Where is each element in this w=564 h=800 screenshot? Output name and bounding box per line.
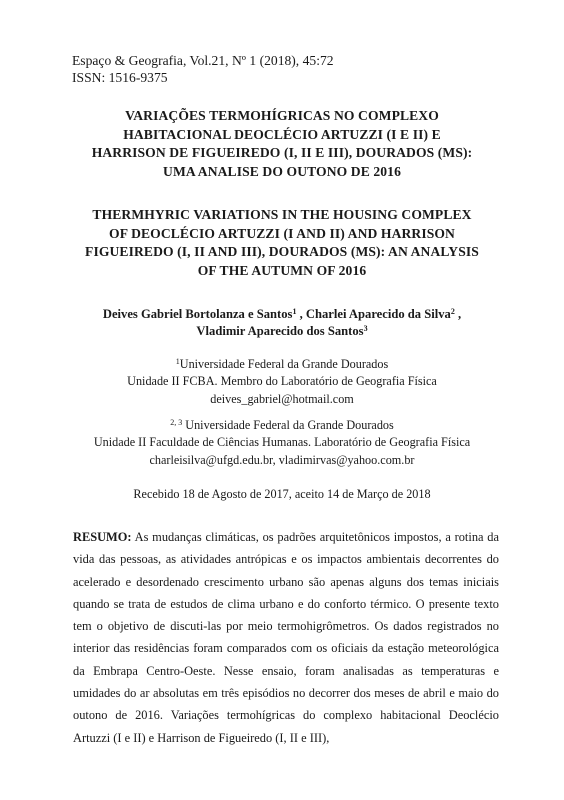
abstract: [73, 526, 499, 749]
affiliation-1: [60, 356, 504, 408]
abstract-text: As mudanças climáticas, os padrões arquitetônicos impostos, a rotina da vida das pessoas, as atividades antrópicas e os impactos ambientais decorrentes do acelerado e desordenado crescimento urbano são apenas alguns dos temas iniciais quando se trata de estudos de clima urbano e do conforto térmico. O presente texto tem o objetivo de discuti-las por meio termohigrômetros. Os dados registrados no interior das residências foram comparados com os oficiais da estação meteorológica da Embrapa Centro-Oeste. Nesse ensaio, foram analisadas as temperaturas e umidades do ar absolutas em três episódios no decorrer dos meses de abril e maio do outono de 2016. Variações termohígricas do complexo habitacional Deoclécio Artuzzi (I e II) e Harrison de Figueiredo (I, II e III),: [73, 530, 499, 745]
author-affiliation-mark: 2: [450, 307, 455, 316]
author-affiliation-mark: 3: [363, 324, 368, 333]
affiliation-institution: Universidade Federal da Grande Dourados: [185, 418, 394, 432]
journal-header: [72, 52, 334, 86]
received-dates: Recebido 18 de Agosto de 2017, aceito 14 de Março de 2018: [133, 487, 431, 501]
title-pt-line: VARIAÇÕES TERMOHÍGRICAS NO COMPLEXO: [125, 108, 439, 123]
affiliation-email: charleisilva@ufgd.edu.br, vladimirvas@yahoo.com.br: [149, 452, 415, 467]
abstract-label: RESUMO:: [73, 530, 132, 544]
title-english: [60, 206, 504, 280]
author-name: Charlei Aparecido da Silva: [305, 307, 451, 321]
author-separator: ,: [454, 307, 462, 321]
title-en-line: THERMHYRIC VARIATIONS IN THE HOUSING COMPLEX: [92, 207, 472, 222]
affiliation-unit: Unidade II FCBA. Membro do Laboratório de Geografia Física: [127, 374, 437, 389]
affiliation-unit: Unidade II Faculdade de Ciências Humanas. Laboratório de Geografia Física: [93, 435, 471, 450]
title-pt-line: HABITACIONAL DEOCLÉCIO ARTUZZI (I E II) E: [123, 126, 441, 142]
title-en-line: OF THE AUTUMN OF 2016: [197, 262, 367, 278]
author-separator: ,: [296, 307, 306, 321]
title-pt-line: HARRISON DE FIGUEIREDO (I, II E III), DOURADOS (MS):: [91, 145, 473, 160]
author-name: Deives Gabriel Bortolanza e Santos: [102, 307, 293, 321]
journal-citation: Espaço & Geografia, Vol.21, Nº 1 (2018), 45:72: [72, 53, 334, 68]
author-name: Vladimir Aparecido dos Santos: [196, 324, 364, 338]
author-list: [60, 306, 504, 340]
affiliation-mark: 1: [175, 357, 180, 366]
affiliation-institution: Universidade Federal da Grande Dourados: [179, 357, 389, 371]
affiliation-2: [60, 417, 504, 469]
affiliation-email: deives_gabriel@hotmail.com: [210, 391, 354, 406]
title-en-line: FIGUEIREDO (I, II AND III), DOURADOS (MS): AN ANALYSIS: [85, 244, 479, 259]
issn: ISSN: 1516-9375: [72, 70, 168, 85]
title-en-line: OF DEOCLÉCIO ARTUZZI (I AND II) AND HARRISON: [109, 225, 455, 241]
affiliation-mark: 2, 3: [170, 418, 183, 427]
title-portuguese: [60, 107, 504, 181]
author-affiliation-mark: 1: [292, 307, 297, 316]
title-pt-line: UMA ANALISE DO OUTONO DE 2016: [163, 163, 401, 179]
